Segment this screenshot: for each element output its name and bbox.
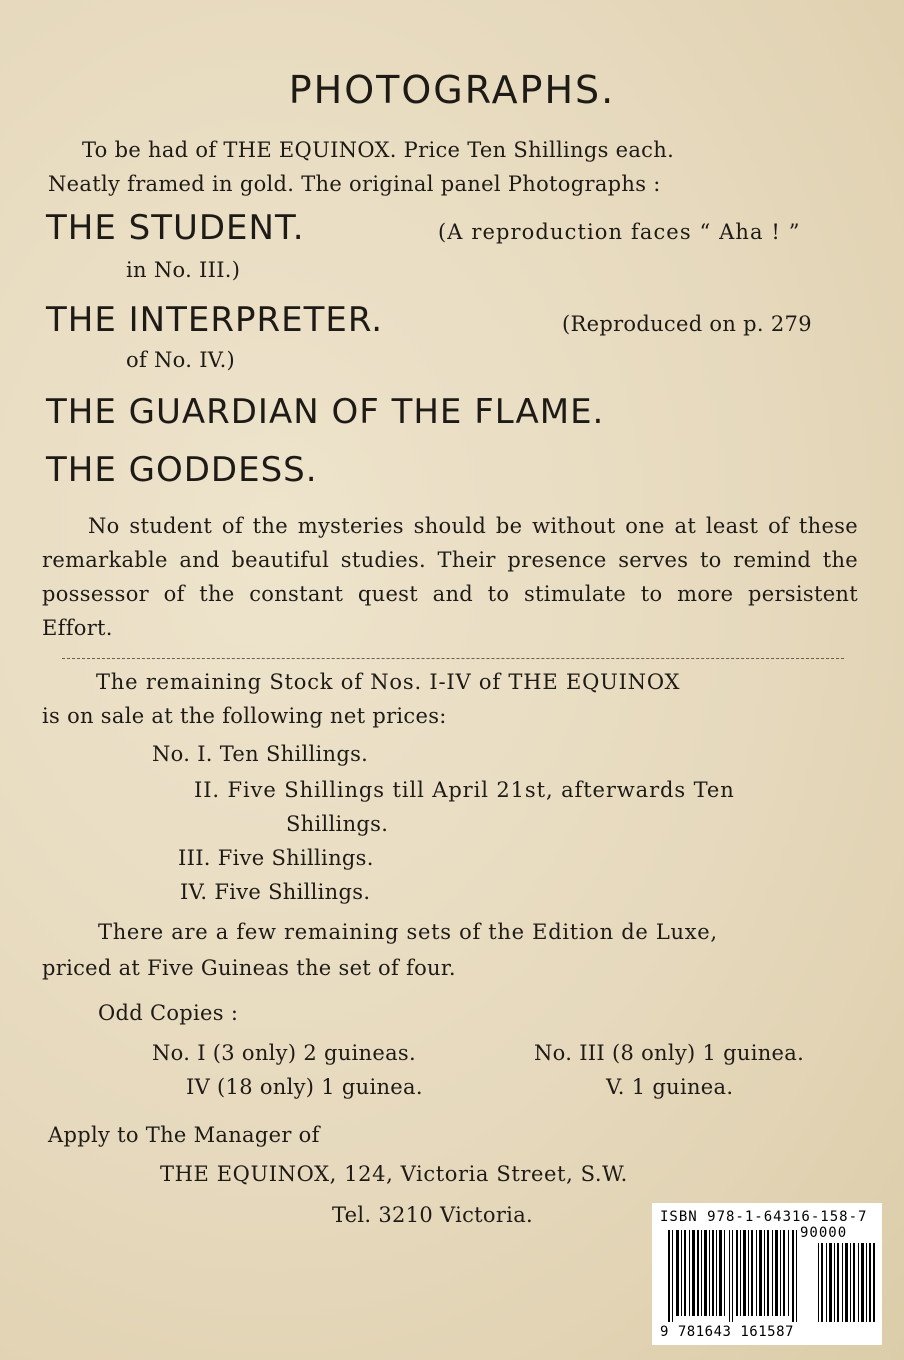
- intro-line-1: To be had of THE EQUINOX. Price Ten Shillings each.: [82, 138, 675, 162]
- photo-student-note: (A reproduction faces “ Aha ! ”: [438, 220, 801, 244]
- price-no-1: No. I. Ten Shillings.: [152, 742, 369, 766]
- photo-student-heading: THE STUDENT.: [46, 208, 305, 248]
- page-title: PHOTOGRAPHS.: [288, 68, 616, 112]
- barcode-digits: 9 781643 161587: [660, 1324, 794, 1340]
- stock-line-1: The remaining Stock of Nos. I-IV of THE EQUINOX: [96, 670, 681, 694]
- stock-line-2: is on sale at the following net prices:: [42, 704, 447, 728]
- apply-telephone: Tel. 3210 Victoria.: [332, 1203, 533, 1227]
- photo-goddess-heading: THE GODDESS.: [46, 450, 318, 490]
- photo-interpreter-heading: THE INTERPRETER.: [46, 300, 384, 340]
- apply-address: THE EQUINOX, 124, Victoria Street, S.W.: [160, 1162, 628, 1186]
- luxe-line-1: There are a few remaining sets of the Edition de Luxe,: [98, 920, 718, 944]
- photo-student-note-cont: in No. III.): [126, 258, 241, 282]
- luxe-line-2: priced at Five Guineas the set of four.: [42, 956, 456, 980]
- odd-copy-no-3: No. III (8 only) 1 guinea.: [534, 1041, 805, 1065]
- odd-copy-no-1: No. I (3 only) 2 guineas.: [152, 1041, 416, 1065]
- price-no-3: III. Five Shillings.: [178, 846, 374, 870]
- isbn-text: ISBN 978-1-64316-158-7: [660, 1209, 868, 1225]
- photo-interpreter-note-cont: of No. IV.): [126, 348, 236, 372]
- isbn-addon-code: 90000: [800, 1225, 848, 1241]
- photo-interpreter-note: (Reproduced on p. 279: [562, 312, 812, 336]
- odd-copies-label: Odd Copies :: [98, 1001, 239, 1025]
- apply-line-1: Apply to The Manager of: [48, 1123, 320, 1147]
- odd-copy-no-5: V. 1 guinea.: [606, 1075, 734, 1099]
- price-no-4: IV. Five Shillings.: [180, 880, 371, 904]
- description-paragraph: No student of the mysteries should be without one at least of these remarkable and beautiful studies. Their presence serves to remind the possessor of the constant quest and to stimulate to more persistent Effort.: [42, 514, 858, 640]
- odd-copy-no-4: IV (18 only) 1 guinea.: [186, 1075, 423, 1099]
- barcode-addon-bars: [818, 1243, 876, 1322]
- photo-guardian-heading: THE GUARDIAN OF THE FLAME.: [46, 392, 605, 432]
- section-divider: [62, 658, 844, 659]
- price-no-2: II. Five Shillings till April 21st, afterwards Ten: [194, 778, 735, 802]
- barcode-bars: [668, 1230, 798, 1322]
- price-no-2-cont: Shillings.: [286, 812, 389, 836]
- intro-line-2: Neatly framed in gold. The original panel Photographs :: [48, 172, 661, 196]
